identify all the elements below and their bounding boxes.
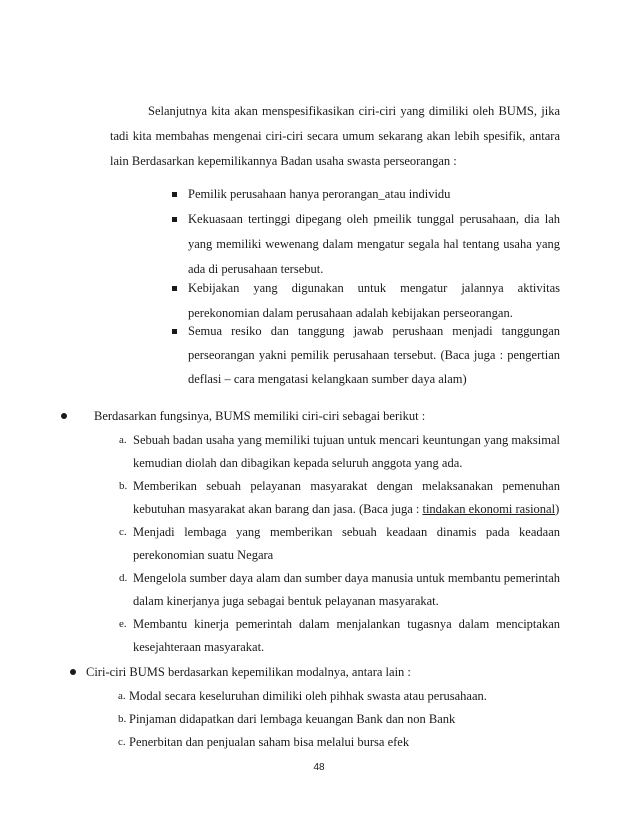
list-label: b. (119, 480, 128, 492)
ownership-point-2-line-1: Kekuasaan tertinggi dipegang oleh pmeilik tunggal perusahaan, dia lah (188, 212, 560, 226)
list-label: c. (119, 526, 127, 538)
capital-item-a: Modal secara keseluruhan dimiliki oleh pihhak swasta atau perusahaan. (129, 689, 487, 703)
function-item-b-text: kebutuhan masyarakat akan barang dan jasa. (Baca juga : (133, 502, 423, 516)
list-label: a. (119, 434, 127, 446)
square-bullet-icon (172, 217, 177, 222)
round-bullet-icon (70, 669, 76, 675)
list-label: d. (119, 572, 128, 584)
intro-line-2: tadi kita membahas mengenai ciri-ciri secara umum sekarang akan lebih spesifik, antara (110, 129, 560, 143)
list-label: c. (118, 736, 126, 748)
square-bullet-icon (172, 286, 177, 291)
function-item-d-line-1: Mengelola sumber daya alam dan sumber daya manusia untuk membantu pemerintah (133, 571, 560, 585)
ownership-point-2-line-3: ada di perusahaan tersebut. (188, 262, 324, 276)
square-bullet-icon (172, 192, 177, 197)
economic-rational-link[interactable]: tindakan ekonomi rasional (422, 502, 556, 516)
round-bullet-icon (61, 413, 67, 419)
list-label: b. (118, 713, 127, 725)
page-number: 48 (313, 762, 325, 773)
capital-heading: Ciri-ciri BUMS berdasarkan kepemilikan modalnya, antara lain : (86, 665, 411, 679)
square-bullet-icon (172, 329, 177, 334)
function-item-c-line-2: perekonomian suatu Negara (133, 548, 274, 562)
function-heading: Berdasarkan fungsinya, BUMS memiliki ciri-ciri sebagai berikut : (94, 409, 426, 423)
function-item-c-line-1: Menjadi lembaga yang memberikan sebuah keadaan dinamis pada keadaan (133, 525, 560, 539)
function-item-d-line-2: dalam kinerjanya juga sebagai bentuk pelayanan masyarakat. (133, 594, 439, 608)
ownership-point-2-line-2: yang memiliki wewenang dalam mengatur segala hal tentang usaha yang (188, 237, 560, 251)
function-item-e-line-2: kesejahteraan masyarakat. (133, 640, 265, 654)
function-item-b-close: ) (555, 502, 560, 516)
capital-item-b: Pinjaman didapatkan dari lembaga keuangan Bank dan non Bank (129, 712, 456, 726)
ownership-point-4-line-2: perseorangan yakni pemilik perusahaan tersebut. (Baca juga : pengertian (188, 348, 560, 362)
intro-line-1: Selanjutnya kita akan menspesifikasikan ciri-ciri yang dimiliki oleh BUMS, jika (148, 104, 560, 118)
function-item-b-line-1: Memberikan sebuah pelayanan masyarakat dengan melaksanakan pemenuhan (133, 479, 560, 493)
ownership-point-4-line-3: deflasi – cara mengatasi kelangkaan sumber daya alam) (188, 372, 467, 386)
ownership-point-3-line-2: perekonomian dalam perusahaan adalah kebijakan perseorangan. (188, 306, 513, 320)
capital-item-c: Penerbitan dan penjualan saham bisa melalui bursa efek (129, 735, 410, 749)
list-label: a. (118, 690, 126, 702)
list-label: e. (119, 618, 127, 630)
ownership-point-3-line-1: Kebijakan yang digunakan untuk mengatur jalannya aktivitas (188, 281, 560, 295)
function-item-b-line-2 (133, 501, 559, 517)
ownership-point-4-line-1: Semua resiko dan tanggung jawab perushaan menjadi tanggungan (188, 324, 560, 338)
intro-line-3: lain Berdasarkan kepemilikannya Badan usaha swasta perseorangan : (110, 154, 457, 168)
function-item-e-line-1: Membantu kinerja pemerintah dalam menjalankan tugasnya dalam menciptakan (133, 617, 560, 631)
function-item-a-line-1: Sebuah badan usaha yang memiliki tujuan untuk mencari keuntungan yang maksimal (133, 433, 560, 447)
ownership-point-1-line-1: Pemilik perusahaan hanya perorangan_atau individu (188, 187, 451, 201)
function-item-a-line-2: kemudian diolah dan dibagikan kepada seluruh anggota yang ada. (133, 456, 463, 470)
